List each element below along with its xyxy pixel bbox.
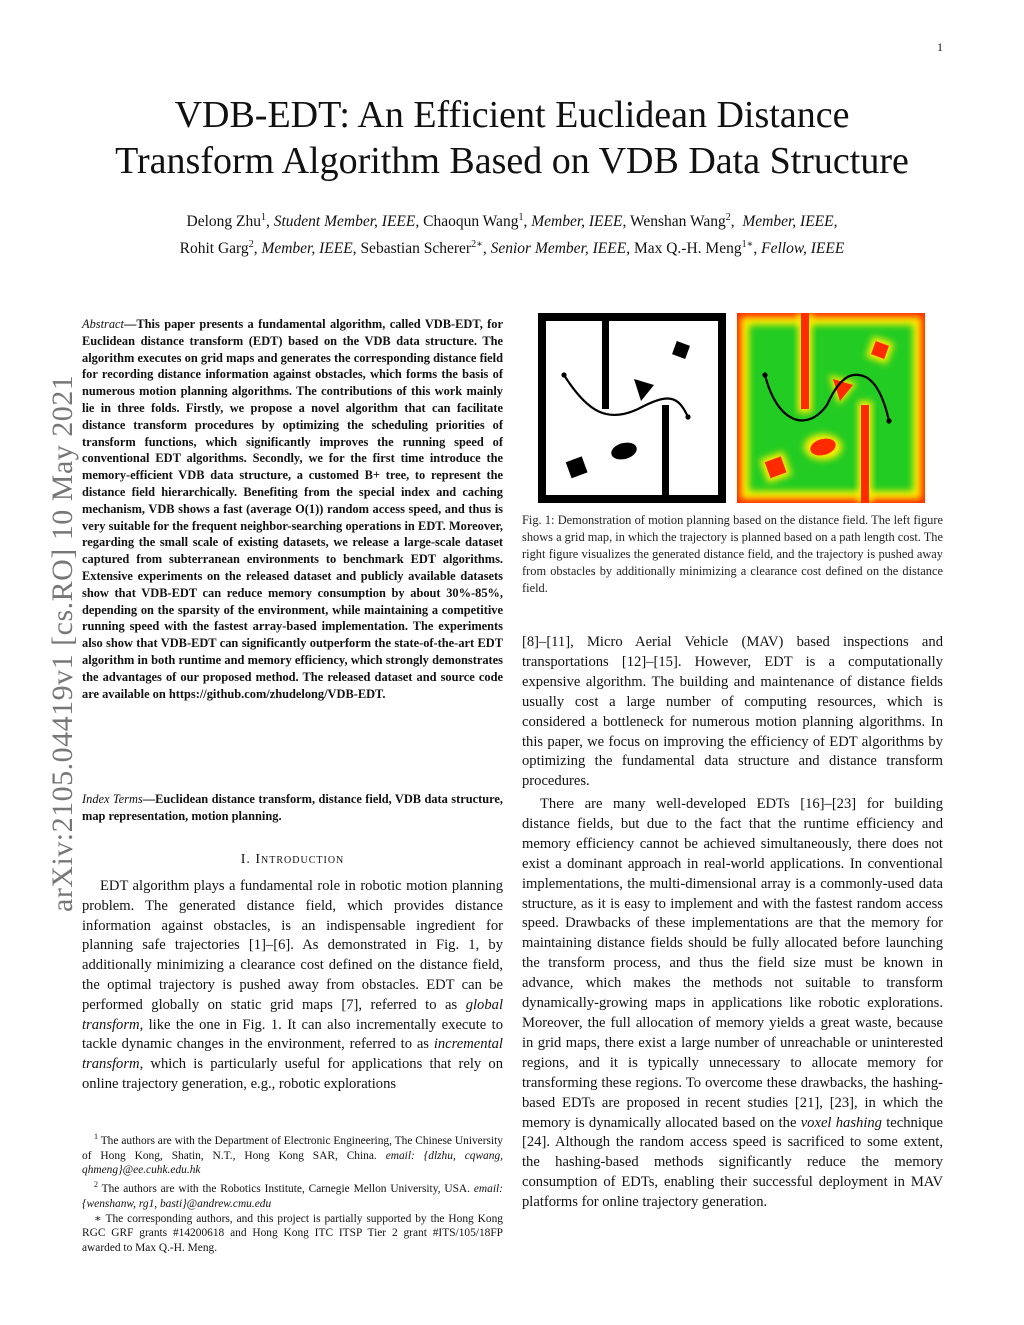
footnote-3 (82, 1212, 503, 1256)
author-role: Senior Member, IEEE, (490, 240, 631, 258)
arxiv-stamp: arXiv:2105.04419v1 [cs.RO] 10 May 2021 (46, 374, 79, 912)
affiliation-mark: 2∗ (471, 239, 483, 251)
author-role: Member, IEEE, (261, 240, 357, 258)
intro-paragraph-2 (522, 795, 943, 1213)
intro-paragraph-1 (82, 877, 503, 1095)
abstract-text: —This paper presents a fundamental algorithm, called VDB-EDT, for Euclidean distance transform (EDT) based on the VDB data structure. The algorithm executes on grid maps and generates the corresponding distance field for recording distance information against obstacles, which forms the basis of numerous motion planning algorithms. The contributions of this work mainly lie in three folds. Firstly, we propose a novel algorithm that can facilitate distance transform procedures by optimizing the scheduling priorities of transform functions, which significantly improves the running speed of conventional EDT algorithms. Secondly, we for the first time introduce the memory-efficient VDB data structure, a customed B+ tree, to represent the distance field hierarchically. Benefiting from the special index and caching mechanism, VDB shows a fast (average O(1)) random access speed, and thus is very suitable for the frequent neighbor-searching operations in EDT. Moreover, regarding the small scale of existing datasets, we release a large-scale dataset captured from subterranean environments to benchmark EDT algorithms. Extensive experiments on the released dataset and publicly available datasets show that VDB-EDT can reduce memory consumption by about 30%-85%, depending on the sparsity of the environment, while maintaining a competitive running speed with the fastest array-based implementation. The experiments also show that VDB-EDT can significantly outperform the state-of-the-art EDT algorithm in both runtime and memory efficiency, which strongly demonstrates the advantages of our proposed method. The released dataset and source code are available on https://github.com/zhudelong/VDB-EDT. (82, 317, 503, 701)
intro-paragraph-continued: [8]–[11], Micro Aerial Vehicle (MAV) based inspections and transportations [12]–[15]. However, EDT is a computationally expensive algorithm. The building and maintenance of distance fields usually cost a large number of computing resources, which is considered a bottleneck for numerous motion planning algorithms. In this paper, we focus on improving the efficiency of EDT algorithms by optimizing the fundamental data structure and distance transform procedures. (522, 634, 943, 790)
intro-text: EDT algorithm plays a fundamental role in robotic motion planning problem. The generated distance field, which provides distance information against obstacles, is an indispensable ingredient for planning safe trajectories [1]–[6]. As demonstrated in Fig. 1, by additionally minimizing a clearance cost defined on the distance field, the optimal trajectory is pushed away from obstacles. EDT can be performed globally on static grid maps [7], referred to as (82, 878, 503, 1013)
footnote-2 (82, 1178, 503, 1211)
intro-emphasis: global transform (82, 996, 503, 1033)
intro-text: There are many well-developed EDTs [16]–[23] for building distance fields, but due to the fact that the runtime efficiency and memory efficiency cannot be achieved simultaneously, there does not exist a dominant approach in real-world applications. In conventional implementations, the multi-dimensional array is a commonly-used data structure, as it is easy to implement and with the fastest random access speed. Drawbacks of these implementations are that the memory for maintaining distance fields should be fully allocated before launching the transform process, and thus the field size must be known in advance, which makes the methods not suitable to transform dynamically-growing maps in applications like robotic explorations. Moreover, the full allocation of memory yields a great waste, because in grid maps, there exist a large number of unreachable or uninterested regions, and it is typically unnecessary to allocate memory for transforming these regions. To overcome these drawbacks, the hashing-based EDTs are proposed in recent studies [21], [23], in which the memory is dynamically allocated based on the (522, 796, 943, 1131)
intro-emphasis: voxel hashing (800, 1114, 882, 1131)
index-terms-lead: Index Terms (82, 792, 143, 806)
author-name: Wenshan Wang (629, 213, 726, 231)
wall-field (801, 313, 809, 409)
index-terms (82, 791, 503, 825)
title-line-1: VDB-EDT: An Efficient Euclidean Distance (174, 94, 850, 136)
trajectory-end (685, 414, 690, 419)
author-line-1: Delong Zhu$^1$, Student Member, IEEE, Chaoqun Wang$^1$, Member, IEEE, Wenshan Wang$^2$, Member, IEEE, (186, 212, 838, 231)
grid-map-figure (538, 313, 726, 503)
abstract-lead: Abstract (82, 317, 124, 331)
intro-text: , like the one in Fig. 1. It can also incrementally execute to tackle dynamic changes in the environment, referred to as (82, 1016, 503, 1053)
author-role: Member, IEEE, (531, 213, 627, 231)
figure-1 (538, 313, 938, 503)
index-terms-text: —Euclidean distance transform, distance field, VDB data structure, map representation, motion planning. (82, 792, 503, 823)
author-name: Max Q.-H. Meng (633, 240, 742, 258)
author-role: Fellow, IEEE (761, 240, 845, 258)
intro-emphasis: incremental transform (82, 1036, 503, 1073)
footnote-text: The authors are with the Robotics Institute, Carnegie Mellon University, USA. (101, 1182, 471, 1195)
figure-1-caption: Fig. 1: Demonstration of motion planning based on the distance field. The left figure shows a grid map, in which the trajectory is planned based on a path length cost. The right figure visualizes the generated distance field, and the trajectory is pushed away from obstacles by additionally minimizing a clearance cost defined on the distance field. (522, 513, 943, 595)
page-number: 1 (937, 40, 943, 54)
wall (602, 321, 609, 409)
wall-field (861, 405, 869, 503)
intro-text: technique [24]. Although the random access speed is sacrificed to some extent, the hashing-based methods significantly reduce the memory consumption of EDTs, enabling their successful deployment in MAV platforms for online trajectory generation. (522, 1114, 943, 1211)
trajectory-start (561, 372, 566, 377)
distance-field-figure (737, 313, 925, 503)
author-name: Rohit Garg (179, 240, 249, 258)
affiliation-mark: 2 (725, 212, 731, 223)
affiliation-mark: 1∗ (741, 239, 754, 251)
author-role: Member, IEEE, (742, 213, 838, 231)
section-number: I. (240, 852, 256, 867)
affiliation-mark: 2 (248, 239, 254, 251)
affiliation-mark: 1 (260, 212, 266, 223)
trajectory-start (762, 372, 767, 377)
footnotes (82, 1130, 503, 1256)
abstract (82, 316, 503, 702)
footnote-email: email: {wenshanw, rg1, basti}@andrew.cmu.edu (82, 1182, 503, 1210)
author-line-2: Rohit Garg$^2$, Member, IEEE, Sebastian Scherer$^{2∗}$, Senior Member, IEEE, Max Q.-H. Meng$^{1∗}$, Fellow, IEEE (179, 239, 845, 258)
affiliation-mark: 1 (518, 212, 524, 223)
footnote-text: The corresponding authors, and this project is partially supported by the Hong Kong RGC GRF grants #14200618 and Hong Kong ITC ITSP Tier 2 grant #ITS/105/18FP awarded to Max Q.-H. Meng. (82, 1212, 503, 1255)
author-list (70, 206, 954, 260)
paper-title (60, 92, 964, 184)
footnote-mark: 1 (94, 1132, 98, 1141)
section-title: Introduction (255, 852, 345, 867)
author-name: Sebastian Scherer (360, 240, 472, 258)
footnote-mark: 2 (94, 1180, 98, 1190)
title-line-2: Transform Algorithm Based on VDB Data Structure (115, 140, 909, 182)
footnote-mark: ∗ (94, 1212, 102, 1225)
wall (662, 405, 669, 495)
author-name: Delong Zhu (186, 213, 261, 231)
author-name: Chaoqun Wang (423, 213, 519, 231)
section-heading (82, 852, 503, 868)
trajectory-end (886, 418, 891, 423)
intro-text: , which is particularly useful for applications that rely on online trajectory generation, e.g., robotic explorations (82, 1056, 503, 1092)
footnote-1 (82, 1130, 503, 1178)
footnote-text: The authors are with the Department of Electronic Engineering, The Chinese University of Hong Kong, Shatin, N.T., Hong Kong SAR, China. (82, 1134, 503, 1162)
author-role: Student Member, IEEE, (273, 213, 420, 231)
footnote-email: email: {dlzhu, cqwang, qhmeng}@ee.cuhk.edu.hk (82, 1149, 503, 1177)
